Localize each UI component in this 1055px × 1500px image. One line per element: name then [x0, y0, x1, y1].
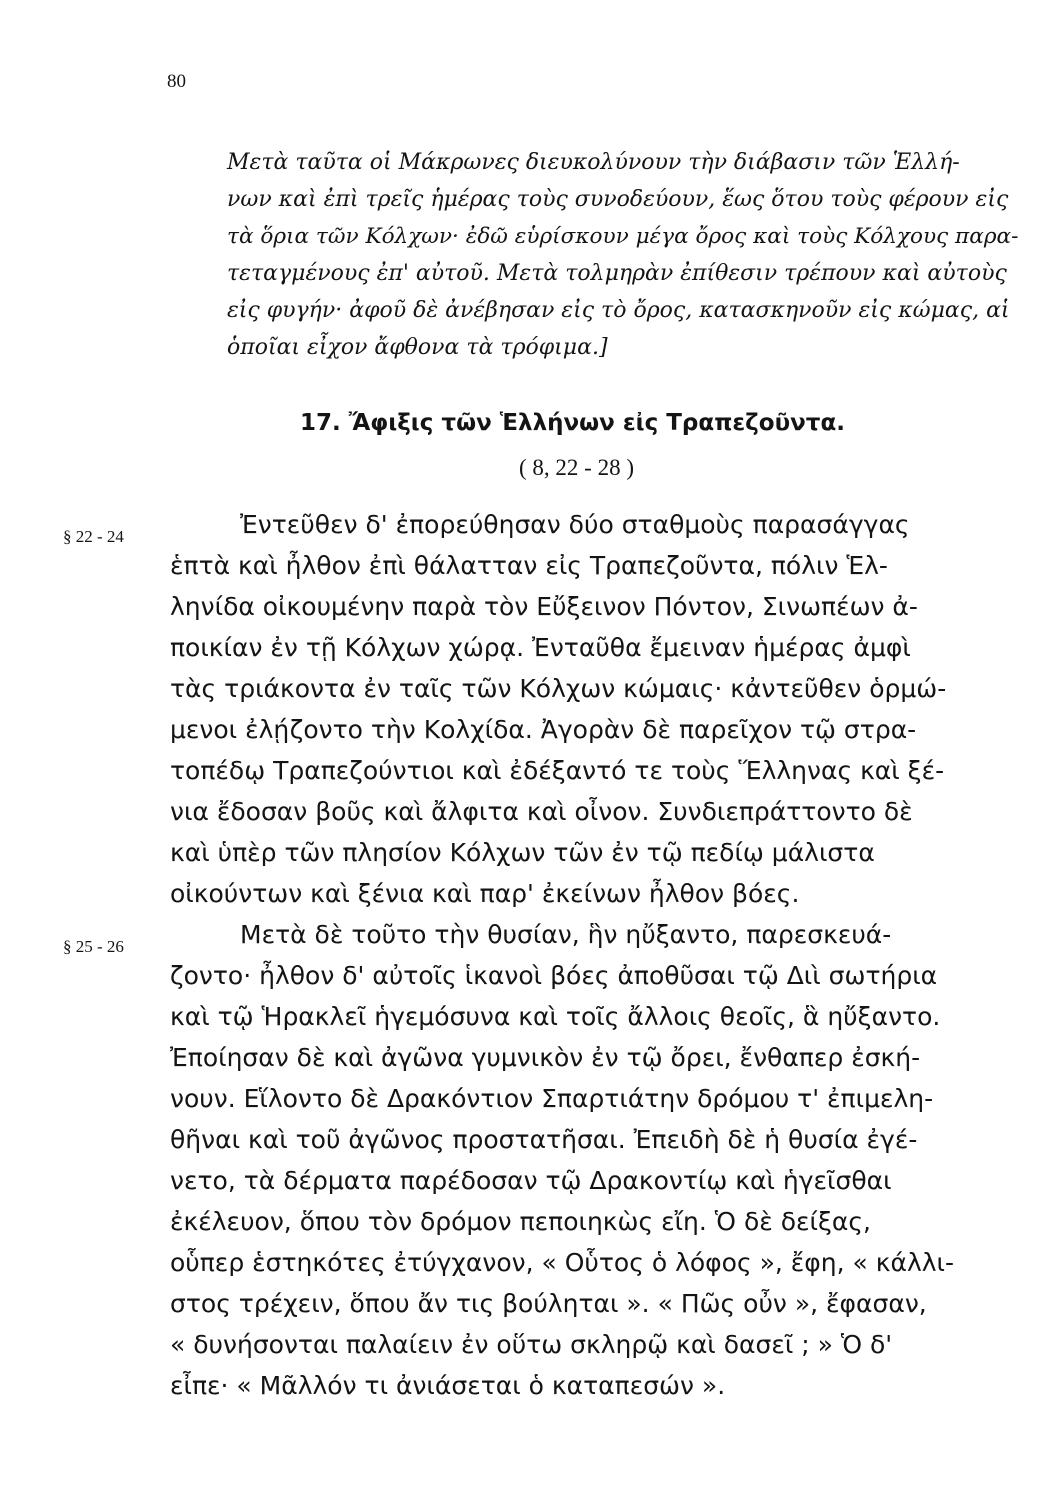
text-line: νια ἔδοσαν βοῦς καὶ ἄλφιτα καὶ οἶνον. Συνδιεπράττοντο δὲ: [170, 797, 913, 826]
margin-reference: § 25 - 26: [63, 937, 124, 956]
summary-line: εἰς φυγήν· ἀφοῦ δὲ ἀνέβησαν εἰς τὸ ὄρος, κατασκηνοῦν εἰς κώμας, αἱ: [227, 298, 1010, 323]
text-line: καὶ τῷ Ἡρακλεῖ ἡγεμόσυνα καὶ τοῖς ἄλλοις θεοῖς, ἃ ηὔξαντο.: [170, 1002, 941, 1031]
text-line: Ἐποίησαν δὲ καὶ ἀγῶνα γυμνικὸν ἐν τῷ ὄρει, ἔνθαπερ ἐσκή-: [170, 1043, 921, 1072]
section-reference: ( 8, 22 - 28 ): [519, 455, 634, 480]
section-title: 17. Ἄφιξις τῶν Ἑλλήνων εἰς Τραπεζοῦντα.: [300, 410, 845, 436]
text-line: ληνίδα οἰκουμένην παρὰ τὸν Εὔξεινον Πόντον, Σινωπέων ἀ-: [170, 592, 918, 621]
text-line: « δυνήσονται παλαίειν ἐν οὕτω σκληρῷ καὶ δασεῖ ; » Ὁ δ': [170, 1330, 893, 1359]
page-number: 80: [167, 71, 186, 92]
text-line: ἑπτὰ καὶ ἦλθον ἐπὶ θάλατταν εἰς Τραπεζοῦντα, πόλιν Ἑλ-: [170, 551, 888, 580]
text-line: νετο, τὰ δέρματα παρέδοσαν τῷ Δρακοντίῳ καὶ ἡγεῖσθαι: [170, 1166, 892, 1195]
summary-line: τὰ ὅρια τῶν Κόλχων· ἐδῶ εὑρίσκουν μέγα ὄρος καὶ τοὺς Κόλχους παρα-: [227, 224, 1019, 249]
summary-line: ὁποῖαι εἶχον ἄφθονα τὰ τρόφιμα.]: [227, 335, 608, 360]
text-line: ἐκέλευον, ὅπου τὸν δρόμον πεποιηκὼς εἴη. Ὁ δὲ δείξας,: [170, 1207, 872, 1236]
text-line: οὗπερ ἑστηκότες ἐτύγχανον, « Οὗτος ὁ λόφος », ἔφη, « κάλλι-: [170, 1248, 955, 1277]
text-line: εἶπε· « Μᾶλλόν τι ἀνιάσεται ὁ καταπεσών ».: [170, 1371, 726, 1400]
summary-line: Μετὰ ταῦτα οἱ Μάκρωνες διευκολύνουν τὴν διάβασιν τῶν Ἑλλή-: [227, 150, 960, 175]
text-line: μενοι ἐλῄζοντο τὴν Κολχίδα. Ἀγορὰν δὲ παρεῖχον τῷ στρα-: [170, 715, 917, 744]
text-line: ποικίαν ἐν τῇ Κόλχων χώρᾳ. Ἐνταῦθα ἔμειναν ἡμέρας ἀμφὶ: [170, 633, 911, 662]
text-line: ζοντο· ἦλθον δ' αὐτοῖς ἱκανοὶ βόες ἀποθῦσαι τῷ Διὶ σωτήρια: [170, 961, 938, 990]
text-line: Ἐντεῦθεν δ' ἐπορεύθησαν δύο σταθμοὺς παρασάγγας: [240, 510, 910, 539]
summary-line: τεταγμένους ἐπ' αὐτοῦ. Μετὰ τολμηρὰν ἐπίθεσιν τρέπουν καὶ αὐτοὺς: [227, 261, 1007, 286]
summary-line: νων καὶ ἐπὶ τρεῖς ἡμέρας τοὺς συνοδεύουν, ἕως ὅτου τοὺς φέρουν εἰς: [227, 187, 1009, 212]
text-line: τὰς τριάκοντα ἐν ταῖς τῶν Κόλχων κώμαις· κἀντεῦθεν ὁρμώ-: [170, 674, 947, 703]
text-line: Μετὰ δὲ τοῦτο τὴν θυσίαν, ἣν ηὔξαντο, παρεσκευά-: [240, 920, 892, 949]
text-line: νουν. Εἵλοντο δὲ Δρακόντιον Σπαρτιάτην δρόμου τ' ἐπιμελη-: [170, 1084, 934, 1113]
text-line: θῆναι καὶ τοῦ ἀγῶνος προστατῆσαι. Ἐπειδὴ δὲ ἡ θυσία ἐγέ-: [170, 1125, 918, 1154]
margin-reference: § 22 - 24: [63, 527, 124, 546]
text-line: οἰκούντων καὶ ξένια καὶ παρ' ἐκείνων ἦλθον βόες.: [170, 879, 800, 908]
text-line: τοπέδῳ Τραπεζούντιοι καὶ ἐδέξαντό τε τοὺς Ἕλληνας καὶ ξέ-: [170, 756, 945, 785]
text-line: στος τρέχειν, ὅπου ἄν τις βούληται ». « Πῶς οὖν », ἔφασαν,: [170, 1289, 927, 1318]
text-line: καὶ ὑπὲρ τῶν πλησίον Κόλχων τῶν ἐν τῷ πεδίῳ μάλιστα: [170, 838, 875, 867]
